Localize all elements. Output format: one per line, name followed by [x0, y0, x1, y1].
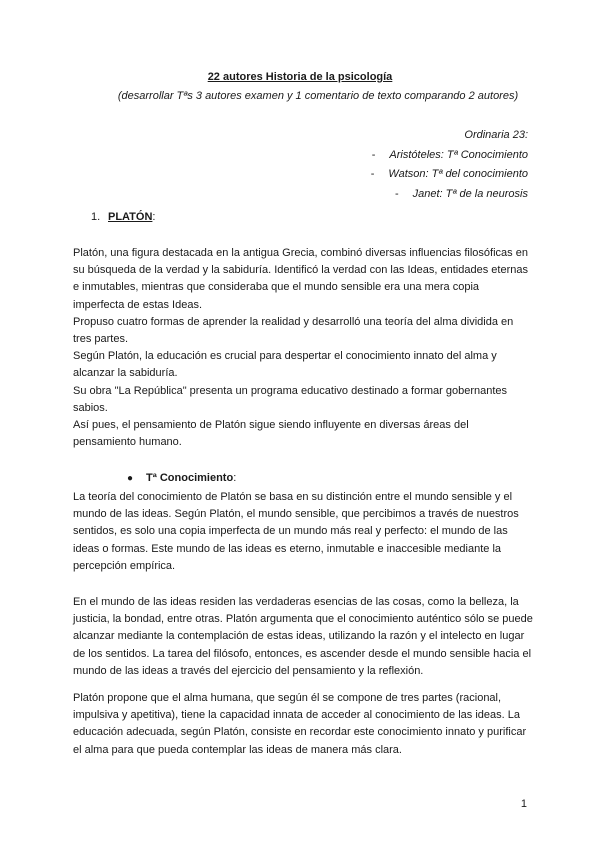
exam-item-text: Janet: Tª de la neurosis [412, 187, 528, 200]
intro-text [73, 245, 533, 451]
section-name: PLATÓN [108, 211, 153, 223]
subsection-colon: : [233, 472, 237, 484]
subsection-heading [127, 472, 236, 484]
page-number: 1 [520, 798, 527, 810]
intro-paragraph: Propuso cuatro formas de aprender la realidad y desarrolló una teoría del alma dividida en tres partes. [73, 315, 514, 346]
intro-paragraph: Su obra "La República" presenta un programa educativo destinado a formar gobernantes sabios. [73, 384, 508, 414]
list-dash: - [394, 187, 399, 200]
paragraph-text: En el mundo de las ideas residen las verdaderas esencias de las cosas, como la belleza, la justicia, la bondad, entre otras. Platón argumenta que el conocimiento auténtico sólo se puede alcanzar mediante la contemplación de estas ideas, utilizando la razón y el intelecto en lugar de los sentidos. La tarea del filósofo, entonces, es ascender desde el mundo sensible hacia el mundo de las ideas a través del ejercicio del pensamiento y la reflexión. [73, 596, 533, 677]
bullet-icon: ● [127, 473, 134, 484]
exam-block [371, 126, 528, 204]
document-subtitle: (desarrollar Tªs 3 autores examen y 1 comentario de texto comparando 2 autores) [117, 90, 519, 102]
subsection-name: Tª Conocimiento [146, 472, 234, 484]
exam-item-text: Aristóteles: Tª Conocimiento [389, 148, 528, 161]
exam-item-text: Watson: Tª del conocimiento [388, 168, 528, 180]
exam-item [371, 165, 528, 185]
body-paragraph [73, 690, 533, 759]
body-paragraph [73, 489, 533, 575]
exam-item [371, 146, 528, 166]
document-title: 22 autores Historia de la psicología [207, 71, 393, 83]
paragraph-text: La teoría del conocimiento de Platón se basa en su distinción entre el mundo sensible y el mundo de las ideas. Según Platón, el mundo sensible, que percibimos a través de nuestros sentidos, es solo una copia imperfecta de un mundo más real y perfecto: el mundo de las ideas o formas. Este mundo de las ideas es eterno, inmutable e inaccesible mediante la percepción empírica. [73, 491, 519, 572]
intro-paragraph: Según Platón, la educación es crucial para despertar el conocimiento innato del alma y alcanzar la sabiduría. [73, 350, 497, 380]
list-dash: - [371, 148, 376, 161]
exam-item [371, 185, 528, 205]
intro-paragraph: Así pues, el pensamiento de Platón sigue siendo influyente en diversas áreas del pensamiento humano. [73, 419, 469, 449]
exam-heading: Ordinaria 23: [464, 129, 528, 141]
list-dash: - [370, 168, 375, 180]
section-heading [91, 211, 155, 223]
section-colon: : [152, 211, 156, 223]
section-number: 1. [91, 211, 101, 223]
paragraph-text: Platón propone que el alma humana, que según él se compone de tres partes (racional, impulsiva y apetitiva), tiene la capacidad innata de acceder al conocimiento de las ideas. La educación adecuada, según Platón, consiste en recordar este conocimiento innato y purificar el alma para que pueda contemplar las ideas de manera más clara. [73, 692, 527, 756]
body-paragraph [73, 594, 533, 680]
intro-paragraph: Platón, una figura destacada en la antigua Grecia, combinó diversas influencias filosóficas en su búsqueda de la verdad y la sabiduría. Identificó la verdad con las Ideas, entidades eternas e inmutables, mientras que consideraba que el mundo sensible era una mera copia imperfecta de estas Ideas. [73, 247, 528, 311]
